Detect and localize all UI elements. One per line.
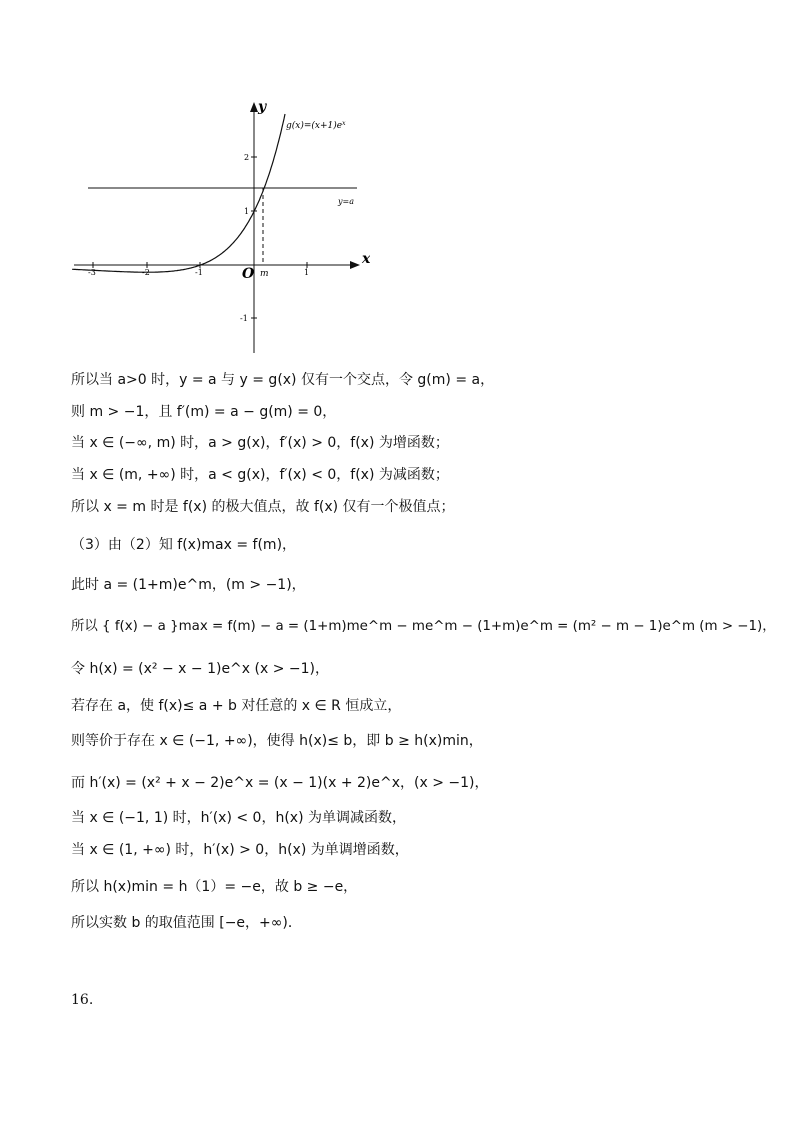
solution-line: 则等价于存在 x ∈ (−1, +∞)，使得 h(x)≤ b，即 b ≥ h(x)min， — [71, 733, 483, 749]
solution-line: 当 x ∈ (1, +∞) 时，h′(x) > 0，h(x) 为单调增函数， — [71, 842, 409, 858]
solution-line: （3）由（2）知 f(x)max = f(m)， — [71, 537, 297, 553]
solution-line: 当 x ∈ (−1, 1) 时，h′(x) < 0，h(x) 为单调减函数， — [71, 810, 406, 826]
y-tick-label: 1 — [244, 207, 250, 216]
solution-line: 所以 { f(x) − a }max = f(m) − a = (1+m)me^m − me^m − (1+m)e^m = (m² − m − 1)e^m (m > −1)， — [71, 619, 776, 634]
solution-line: 当 x ∈ (m, +∞) 时，a < g(x)，f′(x) < 0，f(x) 为减函数； — [71, 467, 449, 483]
solution-line: 令 h(x) = (x² − x − 1)e^x (x > −1)， — [71, 661, 329, 677]
y-tick-label: 2 — [244, 153, 250, 162]
line-label: y=a — [338, 197, 354, 206]
curve-label: $g(x)=(x+1)e^x$ — [286, 119, 346, 131]
solution-line: 若存在 a，使 f(x)≤ a + b 对任意的 x ∈ R 恒成立， — [71, 698, 402, 714]
x-tick-label: 1 — [304, 268, 310, 277]
curve-g — [72, 114, 285, 272]
y-axis-label: y — [258, 99, 267, 115]
question-number: 16. — [71, 992, 94, 1008]
solution-line: 所以 x = m 时是 f(x) 的极大值点，故 f(x) 仅有一个极值点； — [71, 499, 455, 515]
x-axis-label: x — [362, 251, 370, 267]
solution-line: 则 m > −1，且 f′(m) = a − g(m) = 0， — [71, 404, 337, 420]
origin-label: O — [242, 266, 255, 282]
x-tick-label: -1 — [195, 268, 203, 277]
solution-line: 此时 a = (1+m)e^m，(m > −1)， — [71, 577, 306, 593]
solution-line: 所以实数 b 的取值范围 [−e，+∞)． — [71, 915, 302, 931]
m-label: m — [260, 269, 269, 279]
solution-line: 当 x ∈ (−∞, m) 时，a > g(x)，f′(x) > 0，f(x) 为增函数； — [71, 435, 449, 451]
y-axis-arrow-icon — [250, 102, 258, 112]
x-tick-label: -2 — [142, 268, 150, 277]
solution-line: 所以当 a>0 时，y = a 与 y = g(x) 仅有一个交点，令 g(m) = a， — [71, 372, 495, 388]
x-axis-arrow-icon — [350, 261, 360, 269]
y-tick-label: -1 — [240, 314, 248, 323]
solution-line: 而 h′(x) = (x² + x − 2)e^x = (x − 1)(x + 2)e^x，(x > −1)， — [71, 775, 489, 791]
function-graph — [70, 95, 370, 357]
x-tick-label: -3 — [88, 268, 96, 277]
solution-line: 所以 h(x)min = h（1）= −e，故 b ≥ −e， — [71, 879, 358, 895]
